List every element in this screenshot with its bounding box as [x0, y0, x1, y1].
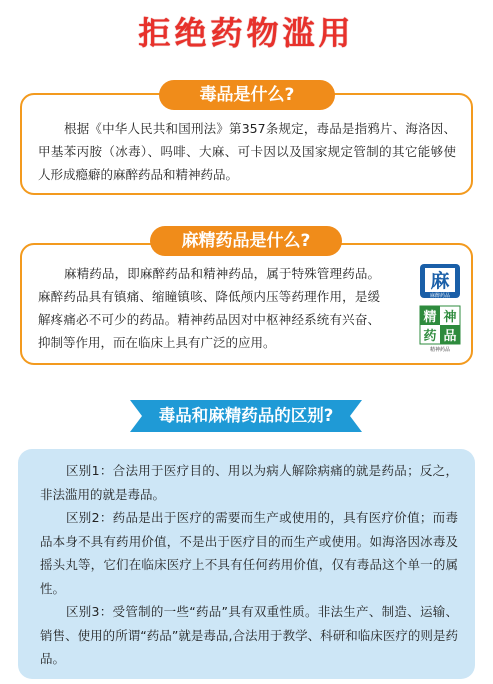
section-text-drugs: 根据《中华人民共和国刑法》第357条规定，毒品是指鸦片、海洛因、甲基苯丙胺（冰毒）、吗啡、大麻、可卡因以及国家规定管制的其它能够使人形成瘾癖的麻醉药品和精神药品。 [38, 121, 456, 182]
difference-item-3: 区别3：受管制的一些“药品”具有双重性质。非法生产、制造、运输、销售、使用的所谓“药品”就是毒品,合法用于教学、科研和临床医疗的则是药品。 [40, 604, 458, 666]
section-text-difference [40, 459, 458, 671]
psychotropic-char-2: 神 [443, 310, 457, 325]
difference-item-1: 区别1：合法用于医疗目的、用以为病人解除病痛的就是药品；反之，非法滥用的就是毒品。 [40, 463, 458, 502]
drug-label-logo [418, 262, 462, 352]
section-heading-drugs: 毒品是什么? [159, 80, 335, 110]
difference-item-2: 区别2：药品是出于医疗的需要而生产或使用的，具有医疗价值；而毒品本身不具有药用价值，不是出于医疗目的而生产或使用。如海洛因冰毒及摇头丸等，它们在临床医疗上不具有任何药用价值，仅有毒品这个单一的属性。 [40, 510, 458, 596]
psychotropic-char-4: 品 [443, 329, 457, 344]
page-title: 拒绝药物滥用 [138, 14, 355, 52]
narcotic-label-char: 麻 [430, 270, 450, 292]
narcotic-label-caption: 麻醉药品 [429, 293, 451, 299]
section-text-narcotic-psychotropic: 麻精药品，即麻醉药品和精神药品，属于特殊管理药品。麻醉药品具有镇痛、缩瞳镇咳、降低颅内压等药理作用，是缓解疼痛必不可少的药品。精神药品因对中枢神经系统有兴奋、抑制等作用，而在临床上具有广泛的应用。 [38, 266, 380, 350]
psychotropic-label-caption: 精神药品 [429, 347, 451, 352]
narcotic-label-icon [420, 264, 460, 299]
section-heading-narcotic-psychotropic: 麻精药品是什么? [150, 226, 342, 256]
section-heading-difference: 毒品和麻精药品的区别? [158, 406, 334, 425]
psychotropic-char-3: 药 [423, 329, 437, 344]
psychotropic-label-icon [420, 306, 460, 352]
psychotropic-char-1: 精 [423, 310, 437, 325]
